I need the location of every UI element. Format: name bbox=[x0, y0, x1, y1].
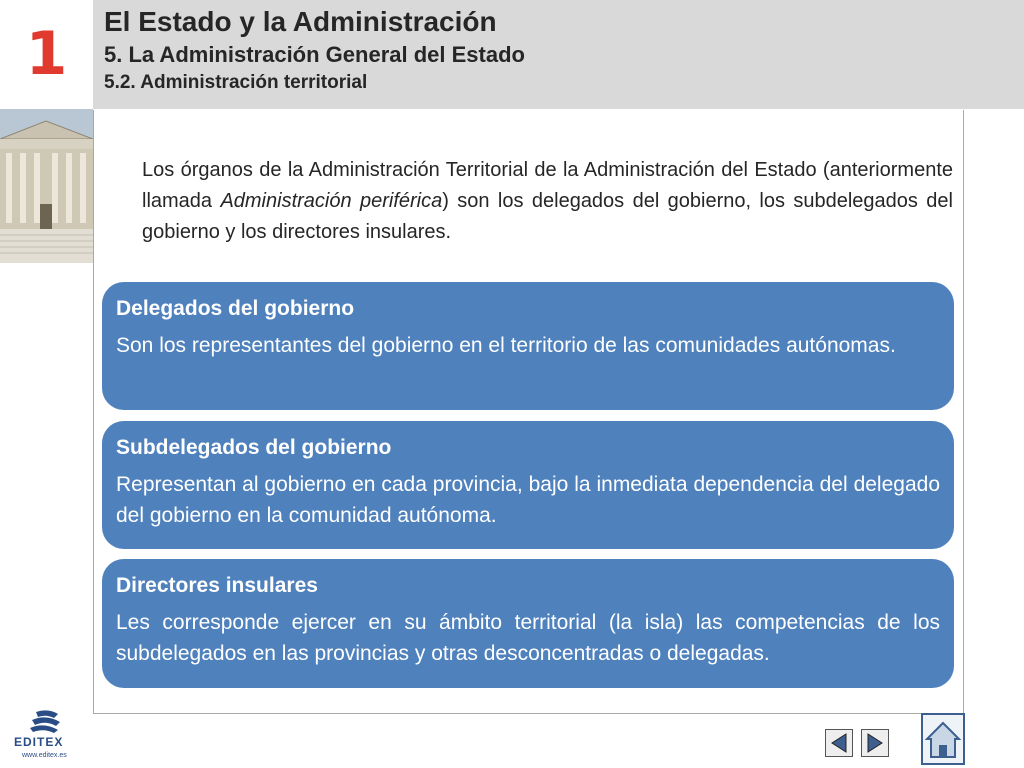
card-title: Delegados del gobierno bbox=[116, 297, 355, 320]
chapter-number: 1 bbox=[25, 19, 68, 89]
card-delegados bbox=[102, 282, 954, 410]
section-title: 5.2. Administración territorial bbox=[104, 72, 368, 93]
home-button[interactable] bbox=[921, 713, 965, 765]
previous-button[interactable] bbox=[825, 729, 853, 757]
triangle-left-icon bbox=[826, 730, 852, 756]
intro-text-after: ) son los delegados del gobierno, los subdelegados del gobierno y los directores insulares. bbox=[142, 190, 953, 243]
chapter-box bbox=[0, 0, 93, 109]
page-title: El Estado y la Administración bbox=[104, 6, 497, 37]
intro-paragraph bbox=[142, 155, 953, 248]
page-subtitle: 5. La Administración General del Estado bbox=[104, 42, 525, 67]
card-text: Son los representantes del gobierno en el territorio de las comunidades autónomas. bbox=[116, 334, 896, 357]
intro-text-italic: Administración periférica bbox=[220, 190, 443, 212]
card-subdelegados bbox=[102, 421, 954, 549]
intro-text-before: Los órganos de la Administración Territorial de la Administración del Estado (anteriormente llamada bbox=[142, 159, 953, 212]
building-image bbox=[0, 109, 93, 263]
logo-url[interactable]: www.editex.es bbox=[22, 752, 67, 759]
triangle-right-icon bbox=[862, 730, 888, 756]
card-text: Representan al gobierno en cada provincia, bajo la inmediata dependencia del delegado del gobierno en la comunidad autónoma. bbox=[116, 473, 940, 527]
card-text: Les corresponde ejercer en su ámbito territorial (la isla) las competencias de los subdelegados en las provincias y otras desconcentradas o delegadas. bbox=[116, 611, 940, 665]
card-title: Directores insulares bbox=[116, 574, 318, 597]
next-button[interactable] bbox=[861, 729, 889, 757]
card-title: Subdelegados del gobierno bbox=[116, 436, 392, 459]
logo-text: EDITEX bbox=[14, 735, 64, 749]
house-icon bbox=[923, 715, 963, 763]
header-titles bbox=[104, 4, 525, 96]
card-directores bbox=[102, 559, 954, 688]
